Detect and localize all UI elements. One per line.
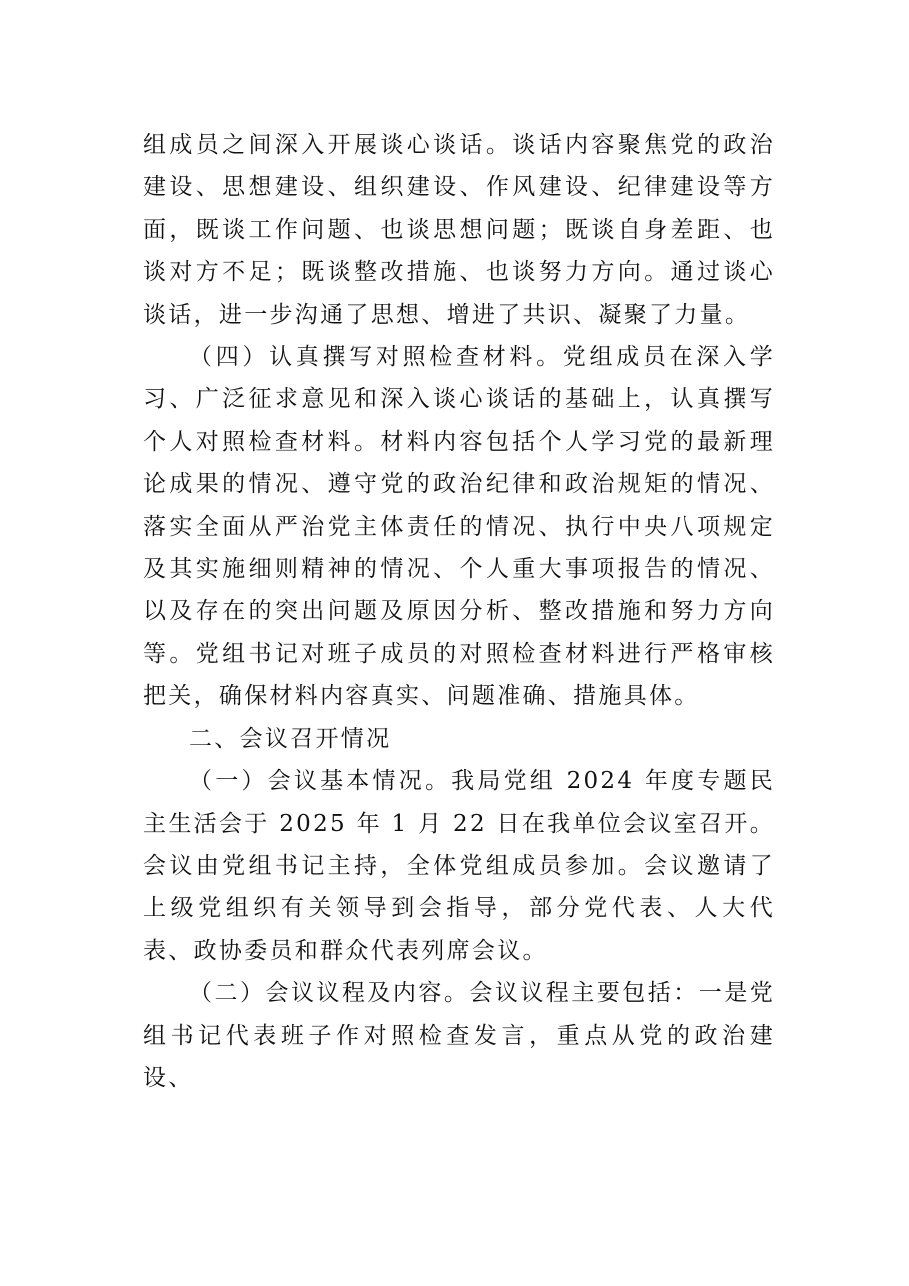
section-heading-meeting: 二、会议召开情况	[189, 725, 392, 752]
paragraph-meeting-basics: （一）会议基本情况。我局党组 2024 年度专题民主生活会于 2025 年 1 月 22 日在我单位会议室召开。会议由党组书记主持，全体党组成员参加。会议邀请了上级党组织有关领导到会指导，部分党代表、人大代表、政协委员和群众代表列席会议。	[143, 768, 775, 964]
document-body	[143, 124, 775, 1099]
paragraph-self-review-materials: （四）认真撰写对照检查材料。党组成员在深入学习、广泛征求意见和深入谈心谈话的基础上，认真撰写个人对照检查材料。材料内容包括个人学习党的最新理论成果的情况、遵守党的政治纪律和政治规矩的情况、落实全面从严治党主体责任的情况、执行中央八项规定及其实施细则精神的情况、个人重大事项报告的情况、以及存在的突出问题及原因分析、整改措施和努力方向等。党组书记对班子成员的对照检查材料进行严格审核把关，确保材料内容真实、问题准确、措施具体。	[143, 344, 775, 710]
paragraph-heart-to-heart-talks: 组成员之间深入开展谈心谈话。谈话内容聚焦党的政治建设、思想建设、组织建设、作风建设、纪律建设等方面，既谈工作问题、也谈思想问题；既谈自身差距、也谈对方不足；既谈整改措施、也谈努力方向。通过谈心谈话，进一步沟通了思想、增进了共识、凝聚了力量。	[143, 132, 775, 328]
paragraph-meeting-agenda: （二）会议议程及内容。会议议程主要包括：一是党组书记代表班子作对照检查发言，重点从党的政治建设、	[143, 980, 775, 1091]
